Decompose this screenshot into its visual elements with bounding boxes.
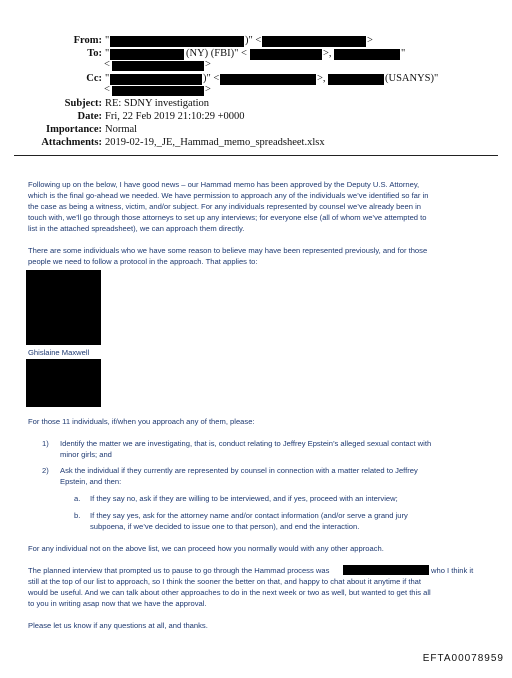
cc-quote: " — [105, 73, 110, 84]
body-line: people we need to follow a protocol in the approach. That applies to: — [28, 257, 258, 266]
from-label: From: — [73, 35, 102, 46]
list-item-line: Identify the matter we are investigating, that is, conduct relating to Jeffrey Epstein’s alleged sexual contact with — [60, 439, 432, 448]
body-line: who I think it — [431, 566, 474, 575]
body-line: to you in writing asap now that we have the approval. — [28, 599, 207, 608]
body-line: still at the top of our list to approach, so I think the sooner the better on that, and happy to chat about it anytime if that — [28, 577, 422, 586]
from-end: > — [367, 35, 373, 46]
redacted-names-block — [26, 270, 101, 345]
body-line: the case as being a witness, victim, and/or subject. For any individuals represented by counsel we’ve already been in — [28, 202, 421, 211]
to-org: (NY) (FBI)" < — [186, 48, 247, 59]
redaction — [110, 36, 244, 47]
sublist-line: If they say no, ask if they are willing to be interviewed, and if yes, proceed with an interview; — [90, 494, 398, 503]
body-line: The planned interview that prompted us to pause to go through the Hammad process was — [28, 566, 330, 575]
list-item-line: Epstein, and then: — [60, 477, 122, 486]
to-open: < — [104, 59, 110, 70]
body-line: touch with, we’ll go through those attorneys to set up any interviews; for everyone else (all of whom we’ve attempted to — [28, 213, 427, 222]
list-item-line: Ask the individual if they currently are represented by counsel in connection with a matter related to Jeffrey — [60, 466, 418, 475]
body-line: For those 11 individuals, if/when you approach any of them, please: — [28, 417, 255, 426]
from-sep: )" < — [245, 35, 262, 46]
sublist-letter: a. — [74, 494, 81, 503]
sublist-line: subpoena, if we’ve decided to issue one to that person), and end the interaction. — [90, 522, 360, 531]
list-item-line: minor girls; and — [60, 450, 112, 459]
redaction — [112, 61, 204, 71]
redaction — [250, 49, 322, 60]
body-line: list in the attached spreadsheet), we can approach them directly. — [28, 224, 245, 233]
cc-sep: )" < — [203, 73, 220, 84]
importance-label: Importance: — [46, 124, 102, 135]
attachment-filename[interactable]: 2019-02-19,_JE,_Hammad_memo_spreadsheet.xlsx — [105, 137, 325, 148]
redaction — [334, 49, 400, 60]
from-quote: " — [105, 35, 110, 46]
cc-close: > — [205, 84, 211, 95]
subject-label: Subject: — [64, 98, 102, 109]
list-number: 1) — [42, 439, 49, 448]
body-line: Following up on the below, I have good news – our Hammad memo has been approved by the Deputy U.S. Attorney, — [28, 180, 420, 189]
redaction — [112, 86, 204, 96]
sublist-letter: b. — [74, 511, 81, 520]
sublist-line: If they say yes, ask for the attorney name and/or contact information (and/or serve a grand jury — [90, 511, 408, 520]
cc-org: (USANYS)" — [385, 73, 439, 84]
redaction — [262, 36, 366, 47]
named-individual: Ghislaine Maxwell — [28, 348, 90, 357]
cc-label: Cc: — [86, 73, 102, 84]
header-divider — [14, 155, 498, 156]
list-number: 2) — [42, 466, 49, 475]
redaction — [110, 49, 184, 60]
redaction — [343, 565, 429, 575]
to-close: > — [205, 59, 211, 70]
subject-value: RE: SDNY investigation — [105, 98, 210, 109]
cc-sep-2: >, — [317, 73, 326, 84]
redacted-names-block — [26, 359, 101, 407]
body-line: There are some individuals who we have some reason to believe may have been represented previously, and for those — [28, 246, 428, 255]
to-sep: >, — [323, 48, 332, 59]
redaction — [220, 74, 316, 85]
body-line: For any individual not on the above list, we can proceed how you normally would with any other approach. — [28, 544, 384, 553]
to-quote: " — [105, 48, 110, 59]
to-quote-2: " — [401, 48, 406, 59]
body-line: which is the final go-ahead we needed. We have permission to approach any of the individuals we’ve identified so far in — [28, 191, 429, 200]
cc-open: < — [104, 84, 110, 95]
date-value: Fri, 22 Feb 2019 21:10:29 +0000 — [105, 111, 245, 122]
date-label: Date: — [77, 111, 102, 122]
redaction — [110, 74, 202, 85]
body-line: Please let us know if any questions at all, and thanks. — [28, 621, 208, 630]
importance-value: Normal — [105, 124, 138, 135]
body-line: would be useful. And we can talk about other approaches to do in the next week or two as well, but wanted to get this all — [28, 588, 431, 597]
document-id: EFTA00078959 — [422, 653, 504, 664]
redaction — [328, 74, 384, 85]
to-label: To: — [87, 48, 102, 59]
attachments-label: Attachments: — [41, 137, 102, 148]
